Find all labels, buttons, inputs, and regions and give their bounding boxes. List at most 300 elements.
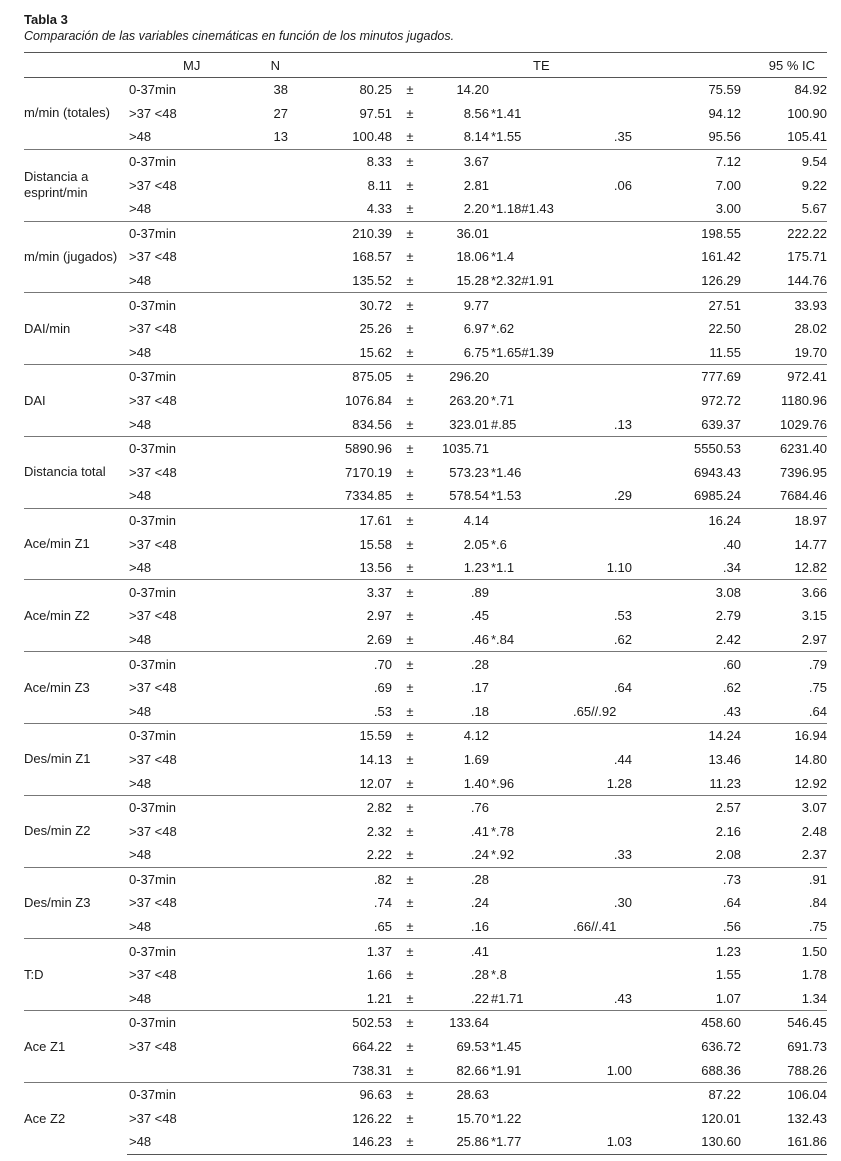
cell-pm: ± <box>406 967 414 983</box>
cell-sd: 25.86 <box>428 1130 489 1154</box>
cell-ic-high: 100.90 <box>787 105 827 121</box>
table-row <box>24 795 827 819</box>
variable-label: Distancia total <box>24 436 127 508</box>
variable-label: Des/min Z1 <box>24 724 127 796</box>
cell-sd: 296.20 <box>428 365 489 389</box>
cell-sd: .17 <box>470 680 489 696</box>
cell-ic-high: 546.45 <box>741 1011 827 1035</box>
cell-te-sig: #.85 <box>491 416 517 432</box>
cell-mean: 7334.85 <box>345 488 392 504</box>
table-row <box>24 461 827 485</box>
cell-n <box>234 987 288 1011</box>
cell-ic-high: 7396.95 <box>780 464 827 480</box>
cell-mj <box>127 1058 234 1082</box>
cell-te-value: 1.28 <box>606 775 632 791</box>
cell-sd: .46 <box>470 631 489 647</box>
cell-sd: .41 <box>470 823 489 839</box>
cell-mean: 96.63 <box>288 1082 392 1106</box>
cell-ic-low: .73 <box>632 867 741 891</box>
variable-label: Distancia a esprint/min <box>24 149 127 221</box>
cell-te-value <box>569 78 632 102</box>
cell-ic-high: 1.50 <box>741 939 827 963</box>
cell-pm: ± <box>406 823 414 839</box>
cell-sd: .28 <box>428 652 489 676</box>
cell-n: 13 <box>273 129 288 145</box>
cell-mj: >48 <box>129 273 152 289</box>
cell-ic-low: 130.60 <box>632 1130 741 1154</box>
cell-mj: 0-37min <box>127 795 234 819</box>
cell-mean: 2.22 <box>366 847 392 863</box>
cell-ic-low: .34 <box>722 560 741 576</box>
cell-pm: ± <box>392 293 428 317</box>
cell-te-sig: *1.53 <box>491 488 522 504</box>
cell-mj: >37 <48 <box>129 249 177 265</box>
cell-ic-high: 106.04 <box>741 1082 827 1106</box>
cell-ic-low: .62 <box>722 680 741 696</box>
table-row <box>24 771 827 795</box>
cell-ic-low: 87.22 <box>632 1082 741 1106</box>
cell-sd: .45 <box>470 608 489 624</box>
cell-pm: ± <box>392 867 428 891</box>
cell-te-value <box>569 1082 632 1106</box>
cell-sd: 69.53 <box>456 1039 489 1055</box>
cell-pm: ± <box>406 344 414 360</box>
cell-sd: 2.05 <box>463 536 489 552</box>
table-row <box>24 149 827 173</box>
cell-ic-low: 16.24 <box>632 508 741 532</box>
cell-pm: ± <box>406 751 414 767</box>
cell-te-sig: *1.18#1.43 <box>491 201 554 217</box>
cell-n <box>234 341 288 365</box>
cell-ic-low: 120.01 <box>701 1110 741 1126</box>
cell-ic-low: 777.69 <box>632 365 741 389</box>
cell-sd: .24 <box>470 895 489 911</box>
cell-ic-high: 2.37 <box>801 847 827 863</box>
cell-mean: 168.57 <box>352 249 392 265</box>
cell-n <box>234 939 288 963</box>
cell-mean: 875.05 <box>288 365 392 389</box>
cell-mj: >37 <48 <box>129 1039 177 1055</box>
cell-ic-high: 1.78 <box>801 967 827 983</box>
cell-mj: 0-37min <box>127 1011 234 1035</box>
cell-pm: ± <box>406 680 414 696</box>
cell-ic-low: 126.29 <box>701 273 741 289</box>
cell-ic-high: 14.77 <box>794 536 827 552</box>
cell-n <box>234 1011 288 1035</box>
cell-mean: 14.13 <box>359 751 392 767</box>
cell-pm: ± <box>406 416 414 432</box>
cell-n <box>234 556 288 580</box>
cell-te-sig <box>489 365 569 389</box>
cell-sd: 133.64 <box>428 1011 489 1035</box>
cell-mj: >37 <48 <box>129 177 177 193</box>
cell-te-sig: *1.65#1.39 <box>491 344 554 360</box>
cell-te-sig <box>489 580 569 604</box>
cell-n: 27 <box>273 105 288 121</box>
cell-ic-high: 9.54 <box>741 149 827 173</box>
cell-n <box>234 197 288 221</box>
table-row <box>24 867 827 891</box>
cell-pm: ± <box>406 129 414 145</box>
cell-ic-low: 458.60 <box>632 1011 741 1035</box>
cell-te-sig: *1.4 <box>491 249 515 265</box>
cell-ic-low: 6985.24 <box>694 488 741 504</box>
cell-n <box>234 245 288 269</box>
cell-te-sig: *.84 <box>491 631 515 647</box>
cell-mj: 0-37min <box>127 365 234 389</box>
cell-ic-high: 2.97 <box>801 631 827 647</box>
cell-te-value <box>569 939 632 963</box>
table-row <box>24 652 827 676</box>
table-row <box>24 221 827 245</box>
cell-mean: 80.25 <box>288 78 392 102</box>
cell-ic-high: 3.66 <box>741 580 827 604</box>
cell-te-value: .65//.92 <box>573 703 617 719</box>
cell-mj: >48 <box>129 990 152 1006</box>
cell-mj: >48 <box>129 344 152 360</box>
cell-ic-low: .64 <box>722 895 741 911</box>
header-blank <box>288 53 489 78</box>
cell-te-value <box>569 269 632 293</box>
cell-sd: 9.77 <box>428 293 489 317</box>
cell-n <box>234 484 288 508</box>
cell-n <box>234 724 288 748</box>
header-mj: MJ <box>127 53 234 78</box>
cell-ic-high: 12.92 <box>794 775 827 791</box>
table-row <box>24 173 827 197</box>
cell-ic-low: 94.12 <box>708 105 741 121</box>
cell-sd: 263.20 <box>449 393 489 409</box>
table-row <box>24 389 827 413</box>
cell-ic-low: 1.07 <box>715 990 741 1006</box>
cell-ic-high: 175.71 <box>787 249 827 265</box>
cell-ic-low: 3.00 <box>715 201 741 217</box>
cell-sd: 6.75 <box>463 344 489 360</box>
cell-mj: >37 <48 <box>129 895 177 911</box>
cell-ic-low: 2.16 <box>715 823 741 839</box>
cell-te-sig <box>489 676 569 700</box>
cell-ic-low: 13.46 <box>708 751 741 767</box>
cell-te-value <box>569 963 632 987</box>
table-row <box>24 699 827 723</box>
cell-pm: ± <box>392 436 428 460</box>
cell-pm: ± <box>406 895 414 911</box>
cell-te-sig: *.78 <box>491 823 515 839</box>
cell-n <box>234 748 288 772</box>
cell-mean: 146.23 <box>288 1130 392 1154</box>
cell-ic-low: 14.24 <box>632 724 741 748</box>
header-variable <box>24 53 127 78</box>
cell-n <box>234 652 288 676</box>
cell-mj: >48 <box>129 919 152 935</box>
cell-pm: ± <box>392 795 428 819</box>
cell-ic-low: 161.42 <box>701 249 741 265</box>
cell-te-sig <box>489 939 569 963</box>
cell-ic-high: .64 <box>808 703 827 719</box>
cell-te-sig <box>489 604 569 628</box>
cell-ic-high: .75 <box>808 680 827 696</box>
cell-sd: .24 <box>470 847 489 863</box>
table-row <box>24 915 827 939</box>
cell-pm: ± <box>406 488 414 504</box>
cell-te-value: .53 <box>613 608 632 624</box>
cell-te-sig: *1.45 <box>491 1039 522 1055</box>
cell-mean: .65 <box>373 919 392 935</box>
cell-mean: 126.22 <box>352 1110 392 1126</box>
cell-mj: >37 <48 <box>129 823 177 839</box>
cell-n <box>234 1130 288 1154</box>
cell-ic-low: 2.42 <box>715 631 741 647</box>
cell-mean: 1.21 <box>366 990 392 1006</box>
cell-n <box>234 221 288 245</box>
cell-te-sig <box>489 748 569 772</box>
cell-mj: 0-37min <box>127 652 234 676</box>
cell-te-value <box>569 102 632 126</box>
cell-ic-high: 19.70 <box>794 344 827 360</box>
cell-te-sig: *.92 <box>491 847 515 863</box>
cell-pm: ± <box>406 1039 414 1055</box>
cell-n <box>234 173 288 197</box>
cell-mj: 0-37min <box>127 867 234 891</box>
cell-mean: 1.66 <box>366 967 392 983</box>
cell-te-value: .62 <box>613 631 632 647</box>
table-row <box>24 412 827 436</box>
cell-mean: 15.58 <box>359 536 392 552</box>
table-row <box>24 365 827 389</box>
cell-n <box>234 149 288 173</box>
cell-mj: >48 <box>127 1130 234 1154</box>
cell-ic-high: 16.94 <box>741 724 827 748</box>
cell-te-sig: *1.22 <box>491 1110 522 1126</box>
cell-ic-low: .60 <box>632 652 741 676</box>
table-row <box>24 341 827 365</box>
cell-te-value: 1.00 <box>606 1062 632 1078</box>
table-row <box>24 963 827 987</box>
cell-mean: 97.51 <box>359 105 392 121</box>
cell-n <box>234 412 288 436</box>
cell-n <box>234 604 288 628</box>
cell-mean: 2.32 <box>366 823 392 839</box>
cell-ic-high: 3.15 <box>801 608 827 624</box>
cell-ic-low: 2.79 <box>715 608 741 624</box>
cell-n: 38 <box>234 78 288 102</box>
cell-ic-high: 1.34 <box>801 990 827 1006</box>
cell-te-sig <box>489 1011 569 1035</box>
cell-mj: >37 <48 <box>129 321 177 337</box>
cell-n <box>234 819 288 843</box>
table-row <box>24 1011 827 1035</box>
cell-n <box>234 1082 288 1106</box>
cell-te-sig <box>489 508 569 532</box>
cell-ic-high: 132.43 <box>787 1110 827 1126</box>
cell-te-value: .33 <box>613 847 632 863</box>
table-row <box>24 125 827 149</box>
cell-te-value <box>569 1011 632 1035</box>
cell-te-sig: *.96 <box>491 775 515 791</box>
cell-te-sig: *.62 <box>491 321 515 337</box>
cell-ic-high: 28.02 <box>794 321 827 337</box>
cell-ic-high: 9.22 <box>801 177 827 193</box>
cell-mj: >48 <box>129 847 152 863</box>
cell-mean: 7170.19 <box>345 464 392 480</box>
table-row <box>24 1082 827 1106</box>
cell-sd: 1.23 <box>463 560 489 576</box>
cell-te-value: .64 <box>613 680 632 696</box>
cell-mean: 100.48 <box>352 129 392 145</box>
cell-mean: .74 <box>373 895 392 911</box>
cell-mean: 8.11 <box>367 177 392 193</box>
cell-ic-low: 5550.53 <box>632 436 741 460</box>
variable-label: DAI/min <box>24 293 127 365</box>
cell-ic-low: 7.00 <box>715 177 741 193</box>
cell-te-value <box>569 795 632 819</box>
cell-te-value: 1.03 <box>569 1130 632 1154</box>
cell-te-value <box>569 293 632 317</box>
table-row <box>24 484 827 508</box>
cell-mean: 1.37 <box>288 939 392 963</box>
cell-ic-high: 33.93 <box>741 293 827 317</box>
cell-sd: 3.67 <box>428 149 489 173</box>
cell-te-value <box>569 461 632 485</box>
table-row <box>24 819 827 843</box>
cell-pm: ± <box>392 149 428 173</box>
cell-mean: 4.33 <box>366 201 392 217</box>
cell-ic-high: 84.92 <box>741 78 827 102</box>
cell-n <box>234 963 288 987</box>
cell-mean: 1076.84 <box>345 393 392 409</box>
table-row <box>24 269 827 293</box>
cell-te-sig <box>489 795 569 819</box>
cell-sd: .41 <box>428 939 489 963</box>
cell-n <box>234 843 288 867</box>
cell-pm: ± <box>406 775 414 791</box>
cell-sd: .22 <box>470 990 489 1006</box>
cell-te-sig: *1.41 <box>491 105 522 121</box>
cell-pm: ± <box>406 990 414 1006</box>
cell-te-sig <box>489 173 569 197</box>
table-row <box>24 604 827 628</box>
cell-pm: ± <box>406 919 414 935</box>
cell-pm: ± <box>406 393 414 409</box>
table-row <box>24 580 827 604</box>
cell-pm: ± <box>406 273 414 289</box>
cell-mean: .53 <box>373 703 392 719</box>
cell-n <box>234 293 288 317</box>
cell-mean: 664.22 <box>352 1039 392 1055</box>
cell-ic-high: 3.07 <box>741 795 827 819</box>
cell-n <box>234 365 288 389</box>
table-row <box>24 724 827 748</box>
cell-te-value <box>569 221 632 245</box>
cell-ic-low: 95.56 <box>708 129 741 145</box>
cell-te-sig: *1.46 <box>491 464 522 480</box>
cell-ic-low: 7.12 <box>632 149 741 173</box>
cell-ic-low: 11.23 <box>709 775 741 791</box>
cell-mj: 0-37min <box>127 221 234 245</box>
cell-sd: .28 <box>470 967 489 983</box>
variable-label: Ace/min Z3 <box>24 652 127 724</box>
cell-ic-low: 27.51 <box>632 293 741 317</box>
cell-n <box>234 1035 288 1059</box>
cell-sd: .28 <box>428 867 489 891</box>
cell-ic-high: 972.41 <box>741 365 827 389</box>
cell-te-value <box>569 819 632 843</box>
cell-mj: >48 <box>129 703 152 719</box>
cell-sd: 14.20 <box>428 78 489 102</box>
cell-te-sig <box>489 891 569 915</box>
cell-sd: 36.01 <box>428 221 489 245</box>
cell-n <box>234 699 288 723</box>
cell-mj: >37 <48 <box>129 967 177 983</box>
cell-mj: 0-37min <box>127 508 234 532</box>
cell-pm: ± <box>406 177 414 193</box>
cell-pm: ± <box>392 1011 428 1035</box>
cell-te-sig <box>489 436 569 460</box>
cell-n <box>234 436 288 460</box>
cell-te-value: 1.10 <box>606 560 632 576</box>
cell-te-sig: #1.71 <box>491 990 524 1006</box>
cell-ic-high: .75 <box>808 919 827 935</box>
cell-te-value: .35 <box>613 129 632 145</box>
cell-n <box>234 389 288 413</box>
cell-mj: >37 <48 <box>129 608 177 624</box>
cell-sd: 4.12 <box>428 724 489 748</box>
cell-te-value <box>569 365 632 389</box>
cell-te-sig <box>489 293 569 317</box>
table-row <box>24 1035 827 1059</box>
cell-sd: 323.01 <box>449 416 489 432</box>
cell-mj: >48 <box>129 416 152 432</box>
cell-te-value <box>569 867 632 891</box>
cell-n <box>234 676 288 700</box>
cell-te-sig: *1.1 <box>491 560 515 576</box>
table-row <box>24 102 827 126</box>
cell-ic-high: 12.82 <box>794 560 827 576</box>
cell-te-value: .29 <box>613 488 632 504</box>
variable-label: Ace/min Z1 <box>24 508 127 580</box>
cell-mean: 17.61 <box>288 508 392 532</box>
cell-ic-low: .43 <box>722 703 741 719</box>
cell-te-value <box>569 508 632 532</box>
cell-te-sig <box>489 915 569 939</box>
cell-pm: ± <box>406 608 414 624</box>
cell-sd: 18.06 <box>456 249 489 265</box>
cell-te-value <box>569 580 632 604</box>
cell-ic-high: 161.86 <box>741 1130 827 1154</box>
table-row <box>24 293 827 317</box>
header-n: N <box>234 53 288 78</box>
cell-mean: .69 <box>373 680 392 696</box>
cell-mean: 5890.96 <box>288 436 392 460</box>
cell-sd: 1035.71 <box>428 436 489 460</box>
table-subtitle: Comparación de las variables cinemáticas en función de los minutos jugados. <box>24 29 455 43</box>
cell-mj: >37 <48 <box>129 680 177 696</box>
cell-te-sig <box>489 221 569 245</box>
cell-sd: 82.66 <box>456 1062 489 1078</box>
variable-label: Ace/min Z2 <box>24 580 127 652</box>
cell-n <box>234 269 288 293</box>
cell-ic-high: .91 <box>741 867 827 891</box>
cell-n <box>234 891 288 915</box>
cell-te-value <box>569 532 632 556</box>
cell-mean: 2.69 <box>366 631 392 647</box>
cell-te-sig <box>489 867 569 891</box>
cell-ic-high: 7684.46 <box>780 488 827 504</box>
cell-pm: ± <box>406 464 414 480</box>
cell-sd: 578.54 <box>449 488 489 504</box>
cell-mean: .70 <box>288 652 392 676</box>
cell-ic-low: 2.57 <box>632 795 741 819</box>
